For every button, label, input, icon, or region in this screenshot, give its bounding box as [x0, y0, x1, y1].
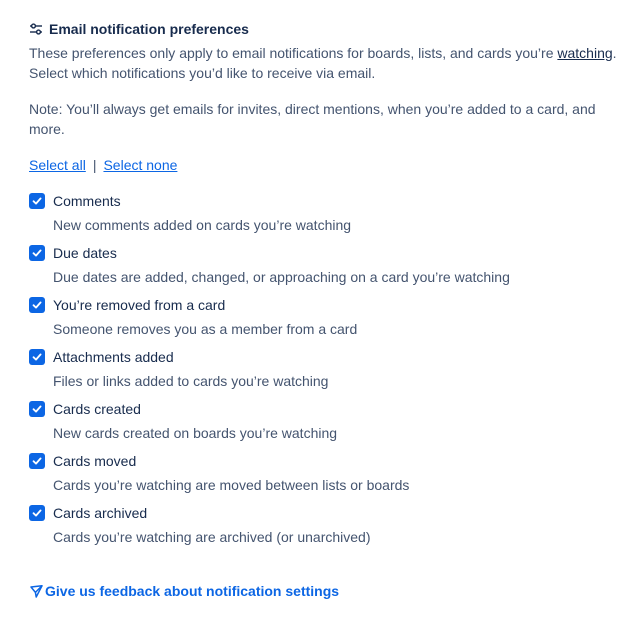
checkmark-icon [31, 455, 43, 467]
option-description: New comments added on cards you’re watching [53, 217, 352, 233]
option-label: You’re removed from a card [53, 297, 226, 313]
option-description: Cards you’re watching are archived (or unarchived) [53, 529, 371, 545]
feedback-link[interactable] [29, 581, 339, 601]
removed-from-card-checkbox[interactable] [29, 297, 45, 313]
option-label: Comments [53, 193, 121, 209]
option-description: Someone removes you as a member from a card [53, 321, 358, 337]
cards-created-checkbox[interactable] [29, 401, 45, 417]
due-dates-checkbox[interactable] [29, 245, 45, 261]
option-cards-archived [29, 503, 629, 555]
option-cards-moved [29, 451, 629, 503]
checkmark-icon [31, 195, 43, 207]
select-separator: | [92, 157, 97, 173]
option-label: Cards created [53, 401, 141, 417]
description-text-after: . Select which notifications you’d like to receive via email. [29, 45, 617, 81]
megaphone-icon [29, 584, 44, 599]
notification-options-list [29, 191, 629, 555]
option-description: New cards created on boards you’re watching [53, 425, 338, 441]
option-description: Cards you’re watching are moved between lists or boards [53, 477, 410, 493]
checkmark-icon [31, 351, 43, 363]
checkmark-icon [31, 507, 43, 519]
sliders-icon [29, 22, 43, 36]
description-text-before: These preferences only apply to email notifications for boards, lists, and cards you’re [29, 45, 558, 61]
option-label: Cards archived [53, 505, 148, 521]
comments-checkbox[interactable] [29, 193, 45, 209]
preferences-description [29, 43, 629, 83]
section-header [29, 20, 249, 38]
option-description: Due dates are added, changed, or approaching on a card you’re watching [53, 269, 510, 285]
cards-archived-checkbox[interactable] [29, 505, 45, 521]
feedback-label: Give us feedback about notification settings [45, 583, 340, 599]
option-label: Due dates [53, 245, 117, 261]
checkmark-icon [31, 247, 43, 259]
select-none-link[interactable]: Select none [103, 157, 178, 173]
cards-moved-checkbox[interactable] [29, 453, 45, 469]
select-all-link[interactable]: Select all [29, 157, 86, 173]
watching-link[interactable]: watching [557, 45, 613, 61]
note-text: Note: You’ll always get emails for invites, direct mentions, when you’re added to a card, and more. [29, 101, 596, 137]
option-due-dates [29, 243, 629, 295]
option-description: Files or links added to cards you’re watching [53, 373, 329, 389]
option-label: Attachments added [53, 349, 174, 365]
option-removed-from-card [29, 295, 629, 347]
option-label: Cards moved [53, 453, 137, 469]
checkmark-icon [31, 299, 43, 311]
checkmark-icon [31, 403, 43, 415]
option-attachments-added [29, 347, 629, 399]
section-title: Email notification preferences [49, 21, 249, 37]
option-comments [29, 191, 629, 243]
option-cards-created [29, 399, 629, 451]
attachments-added-checkbox[interactable] [29, 349, 45, 365]
select-controls [29, 155, 177, 175]
